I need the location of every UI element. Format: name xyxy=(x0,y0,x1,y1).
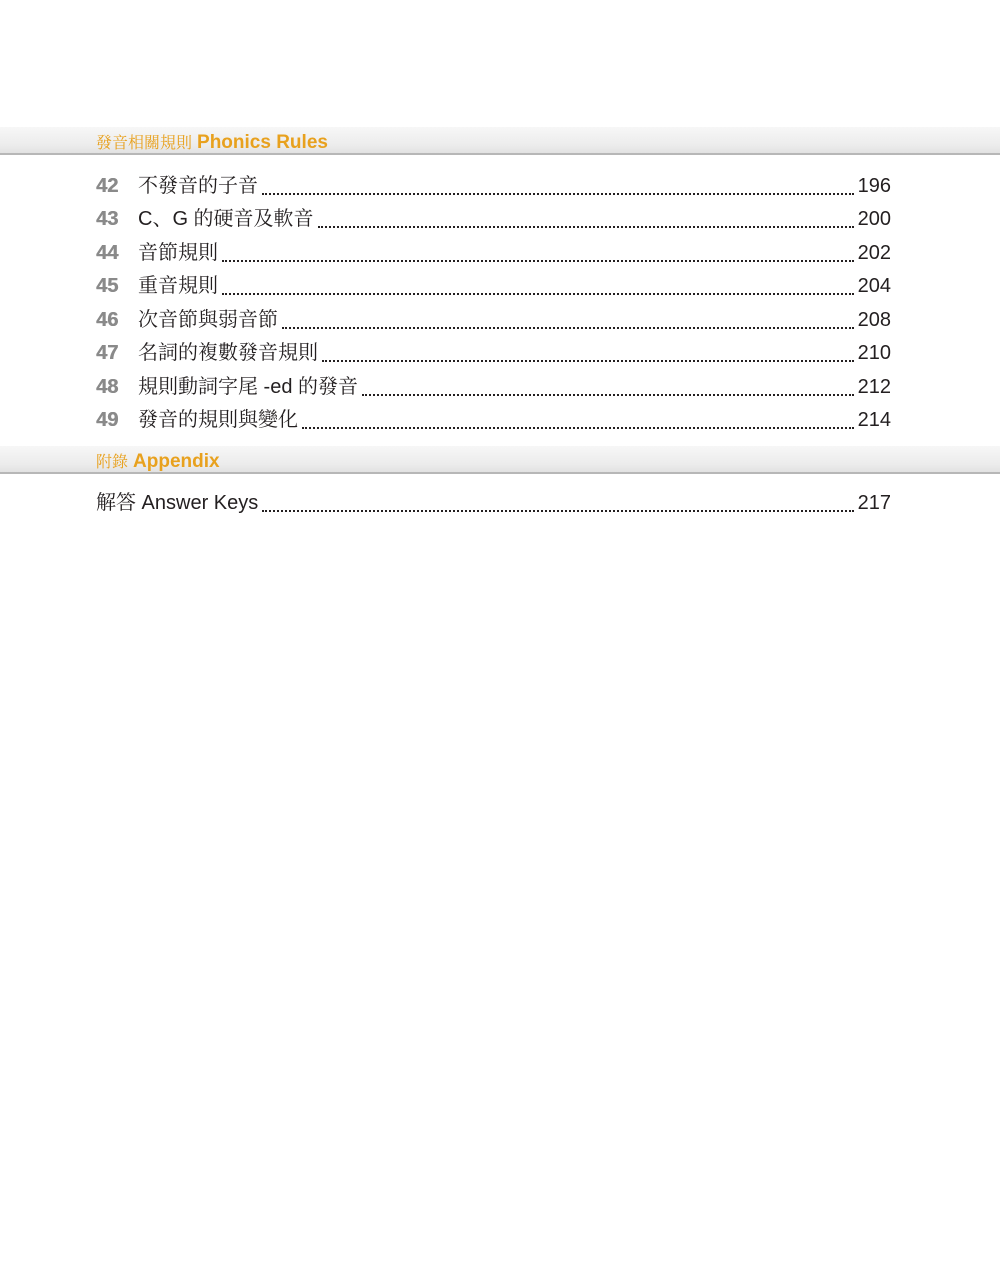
page-number: 217 xyxy=(857,492,891,514)
toc-entry-43[interactable] xyxy=(96,204,891,234)
chapter-title: C、G 的硬音及軟音 xyxy=(138,208,314,230)
chapter-number: 46 xyxy=(96,309,119,331)
page-number: 196 xyxy=(857,175,891,197)
dot-leader xyxy=(362,393,854,396)
section-title xyxy=(96,131,328,155)
chapter-title: 名詞的複數發音規則 xyxy=(138,342,318,364)
section-title-zh: 發音相關規則 xyxy=(96,135,193,152)
toc-entry-answer-keys[interactable] xyxy=(96,488,891,518)
page-number: 204 xyxy=(857,275,891,297)
page-number: 210 xyxy=(857,342,891,364)
toc-entry-45[interactable] xyxy=(96,271,891,301)
dot-leader xyxy=(282,326,854,329)
chapter-title: 規則動詞字尾 -ed 的發音 xyxy=(138,376,359,398)
dot-leader xyxy=(262,192,854,195)
toc-entry-47[interactable] xyxy=(96,338,891,368)
chapter-title: 重音規則 xyxy=(138,275,218,297)
page-number: 208 xyxy=(857,309,891,331)
chapter-title: 次音節與弱音節 xyxy=(138,309,278,331)
toc-entry-49[interactable] xyxy=(96,405,891,435)
toc-entry-42[interactable] xyxy=(96,171,891,201)
page-number: 202 xyxy=(857,242,891,264)
dot-leader xyxy=(318,225,854,228)
chapter-title: 發音的規則與變化 xyxy=(138,409,298,431)
page-number: 214 xyxy=(857,409,891,431)
dot-leader xyxy=(222,292,854,295)
chapter-title: 不發音的子音 xyxy=(138,175,258,197)
chapter-number: 44 xyxy=(96,242,119,264)
dot-leader xyxy=(222,259,854,262)
section-header-phonics xyxy=(0,127,1000,155)
toc-entry-48[interactable] xyxy=(96,372,891,402)
dot-leader xyxy=(302,426,854,429)
entry-title: 解答 Answer Keys xyxy=(96,492,259,514)
chapter-number: 48 xyxy=(96,376,119,398)
chapter-number: 45 xyxy=(96,275,119,297)
page-number: 212 xyxy=(857,376,891,398)
dot-leader xyxy=(262,509,853,512)
page-number: 200 xyxy=(857,208,891,230)
dot-leader xyxy=(322,359,854,362)
chapter-number: 47 xyxy=(96,342,119,364)
chapter-number: 42 xyxy=(96,175,119,197)
toc-entry-46[interactable] xyxy=(96,305,891,335)
section-title-en: Phonics Rules xyxy=(197,132,328,153)
section-header-appendix xyxy=(0,446,1000,474)
chapter-number: 49 xyxy=(96,409,119,431)
chapter-title: 音節規則 xyxy=(138,242,218,264)
chapter-number: 43 xyxy=(96,208,119,230)
section-title-zh: 附錄 xyxy=(96,454,129,471)
toc-entry-44[interactable] xyxy=(96,238,891,268)
section-title xyxy=(96,450,220,474)
section-title-en: Appendix xyxy=(133,451,220,472)
